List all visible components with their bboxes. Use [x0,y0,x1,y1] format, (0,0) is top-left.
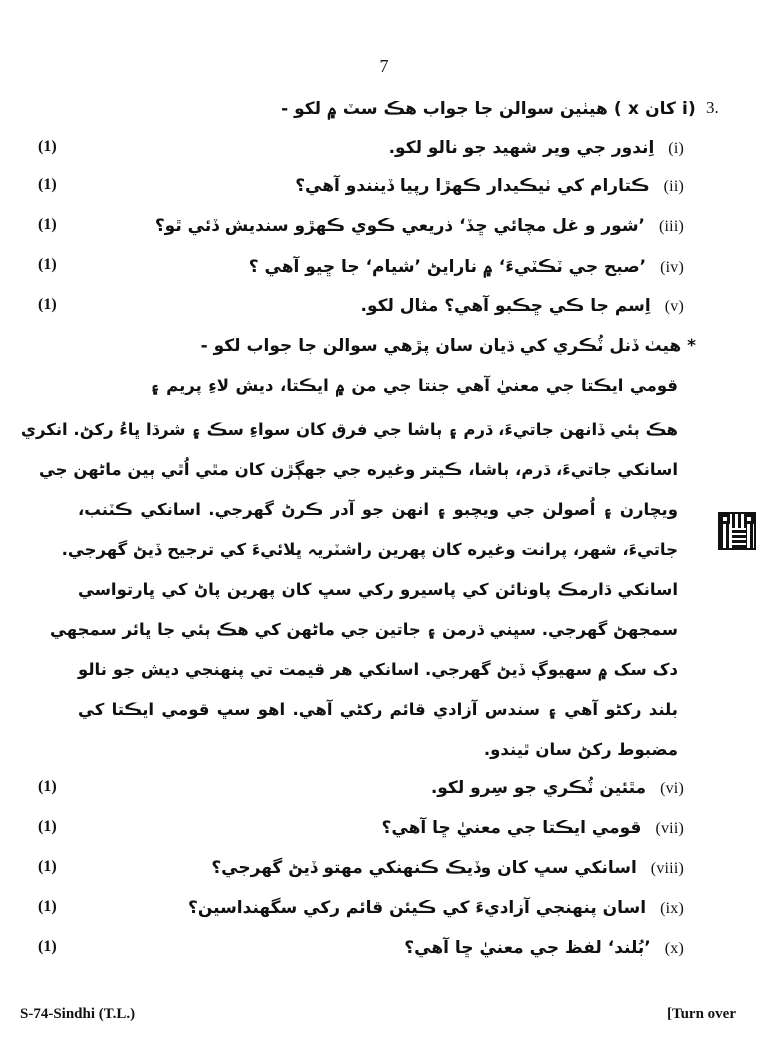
item-text: ڪتارام کي ٺيڪيدار ڪهڙا رپيا ڏينندو آهي؟ [295,176,650,196]
passage-line: دک سک ۾ سهيوڳ ڏيڻ گهرجي. اسانکي هر قيمت تي پنهنجي ديش جو نالو [78,660,678,679]
item-number: (iv) [660,259,684,276]
item-number: (vi) [660,780,684,797]
item-number: (i) [668,140,684,157]
question-number: 3. [706,98,719,117]
list-item [382,818,684,838]
passage-line: قومي ايڪتا جي معنيٰ آهي جنتا جي من ۾ ايڪتا، ديش لاءِ پريم ۽ [150,376,678,395]
item-marks: (1) [38,296,57,313]
passage-line: سمجهڻ گهرجي. سڀني ڌرمن ۽ جاتين جي ماڻهن کي هڪ ٻئي جا ڀائر سمجهي [50,620,678,639]
item-text: اسان پنهنجي آزاديءَ کي ڪيئن قائم رکي سگهنداسين؟ [187,898,647,918]
page-number: 7 [379,56,389,76]
item-text: اسانکي سڀ کان وڏيڪ ڪنهنکي مهتو ڏيڻ گهرجي؟ [211,858,637,878]
passage-line: بلند رکڻو آهي ۽ سندس آزادي قائم رکڻي آهي. اهو سڀ قومي ايڪتا کي [78,700,678,719]
list-item [188,898,684,918]
item-marks: (1) [38,818,57,835]
item-text: ’بُلند‘ لفظ جي معنيٰ ڇا آهي؟ [404,938,651,958]
item-marks: (1) [38,176,57,193]
passage-line: مضبوط رکڻ سان ٿيندو. [483,740,678,759]
turn-over-note: [Turn over [666,1006,736,1022]
item-number: (ix) [660,900,684,917]
item-text: اِندور جي وير شهيد جو نالو لکو. [388,138,655,158]
question-instruction: (i کان x ) هيٺين سوالن جا جواب هڪ سٽ ۾ لکو - [281,99,696,119]
passage-line: جاتيءَ، شهر، پرانت وغيره کان پهرين راشٽريہ ڀلائيءَ کي ترجيح ڏيڻ گهرجي. [61,540,678,559]
list-item [155,216,684,236]
list-item [431,778,684,798]
passage-instruction: * هيٺ ڏنل ٽُڪري کي ڌيان سان پڙهي سوالن جا جواب لکو - [200,336,696,356]
passage-line: اسانکي جاتيءَ، ڌرم، ٻاشا، ڪيتر وغيره جي جهڳڙن کان مٿي اُٿي ٻين ماڻهن جي [38,460,678,479]
list-item [295,176,684,196]
item-marks: (1) [38,778,57,795]
list-item [389,138,684,158]
item-marks: (1) [38,216,57,233]
passage-line: اسانکي ڌارمڪ پاونائن کي پاسيرو رکي سڀ کان پهرين پاڻ کي ڀارتواسي [78,580,678,599]
list-item [404,938,684,958]
qr-code [718,512,756,550]
item-number: (vii) [655,820,684,837]
item-text: قومي ايڪتا جي معنيٰ ڇا آهي؟ [381,818,642,838]
item-text: مٿئين ٽُڪري جو سِرو لکو. [430,778,647,798]
passage-line: هڪ ٻئي ڏانهن جاتيءَ، ڌرم ۽ ٻاشا جي فرق کان سواءِ سڪ ۽ شرڌا ڀاءُ رکڻ. انکري [20,420,678,439]
item-marks: (1) [38,858,57,875]
list-item [249,256,684,277]
passage-line: ويچارن ۽ اُصولن جي ويچبو ۽ انهن جو آدر ڪرڻ گهرجي. اسانکي ڪٽنب، [78,500,678,519]
item-marks: (1) [38,898,57,915]
item-number: (iii) [659,218,684,235]
item-text: ’صبح جي ٽڪٽيءَ‘ ۾ نارايڻ ’شيام‘ جا ڇيو آهي ؟ [248,257,647,277]
item-text: اِسم جا ڪي ڇڪبو آهي؟ مثال لکو. [360,296,651,316]
list-item [211,858,684,878]
paper-code: S-74-Sindhi (T.L.) [20,1006,136,1022]
item-number: (v) [664,298,684,315]
item-text: ’شور و غل مچائي ڇڏ‘ ذريعي ڪوي ڪهڙو سنديش ڏئي ٿو؟ [154,216,645,236]
item-number: (viii) [650,860,684,877]
item-number: (ii) [663,178,684,195]
item-marks: (1) [38,256,57,273]
item-marks: (1) [38,938,57,955]
item-marks: (1) [38,138,57,155]
list-item [361,296,685,316]
item-number: (x) [664,940,684,957]
